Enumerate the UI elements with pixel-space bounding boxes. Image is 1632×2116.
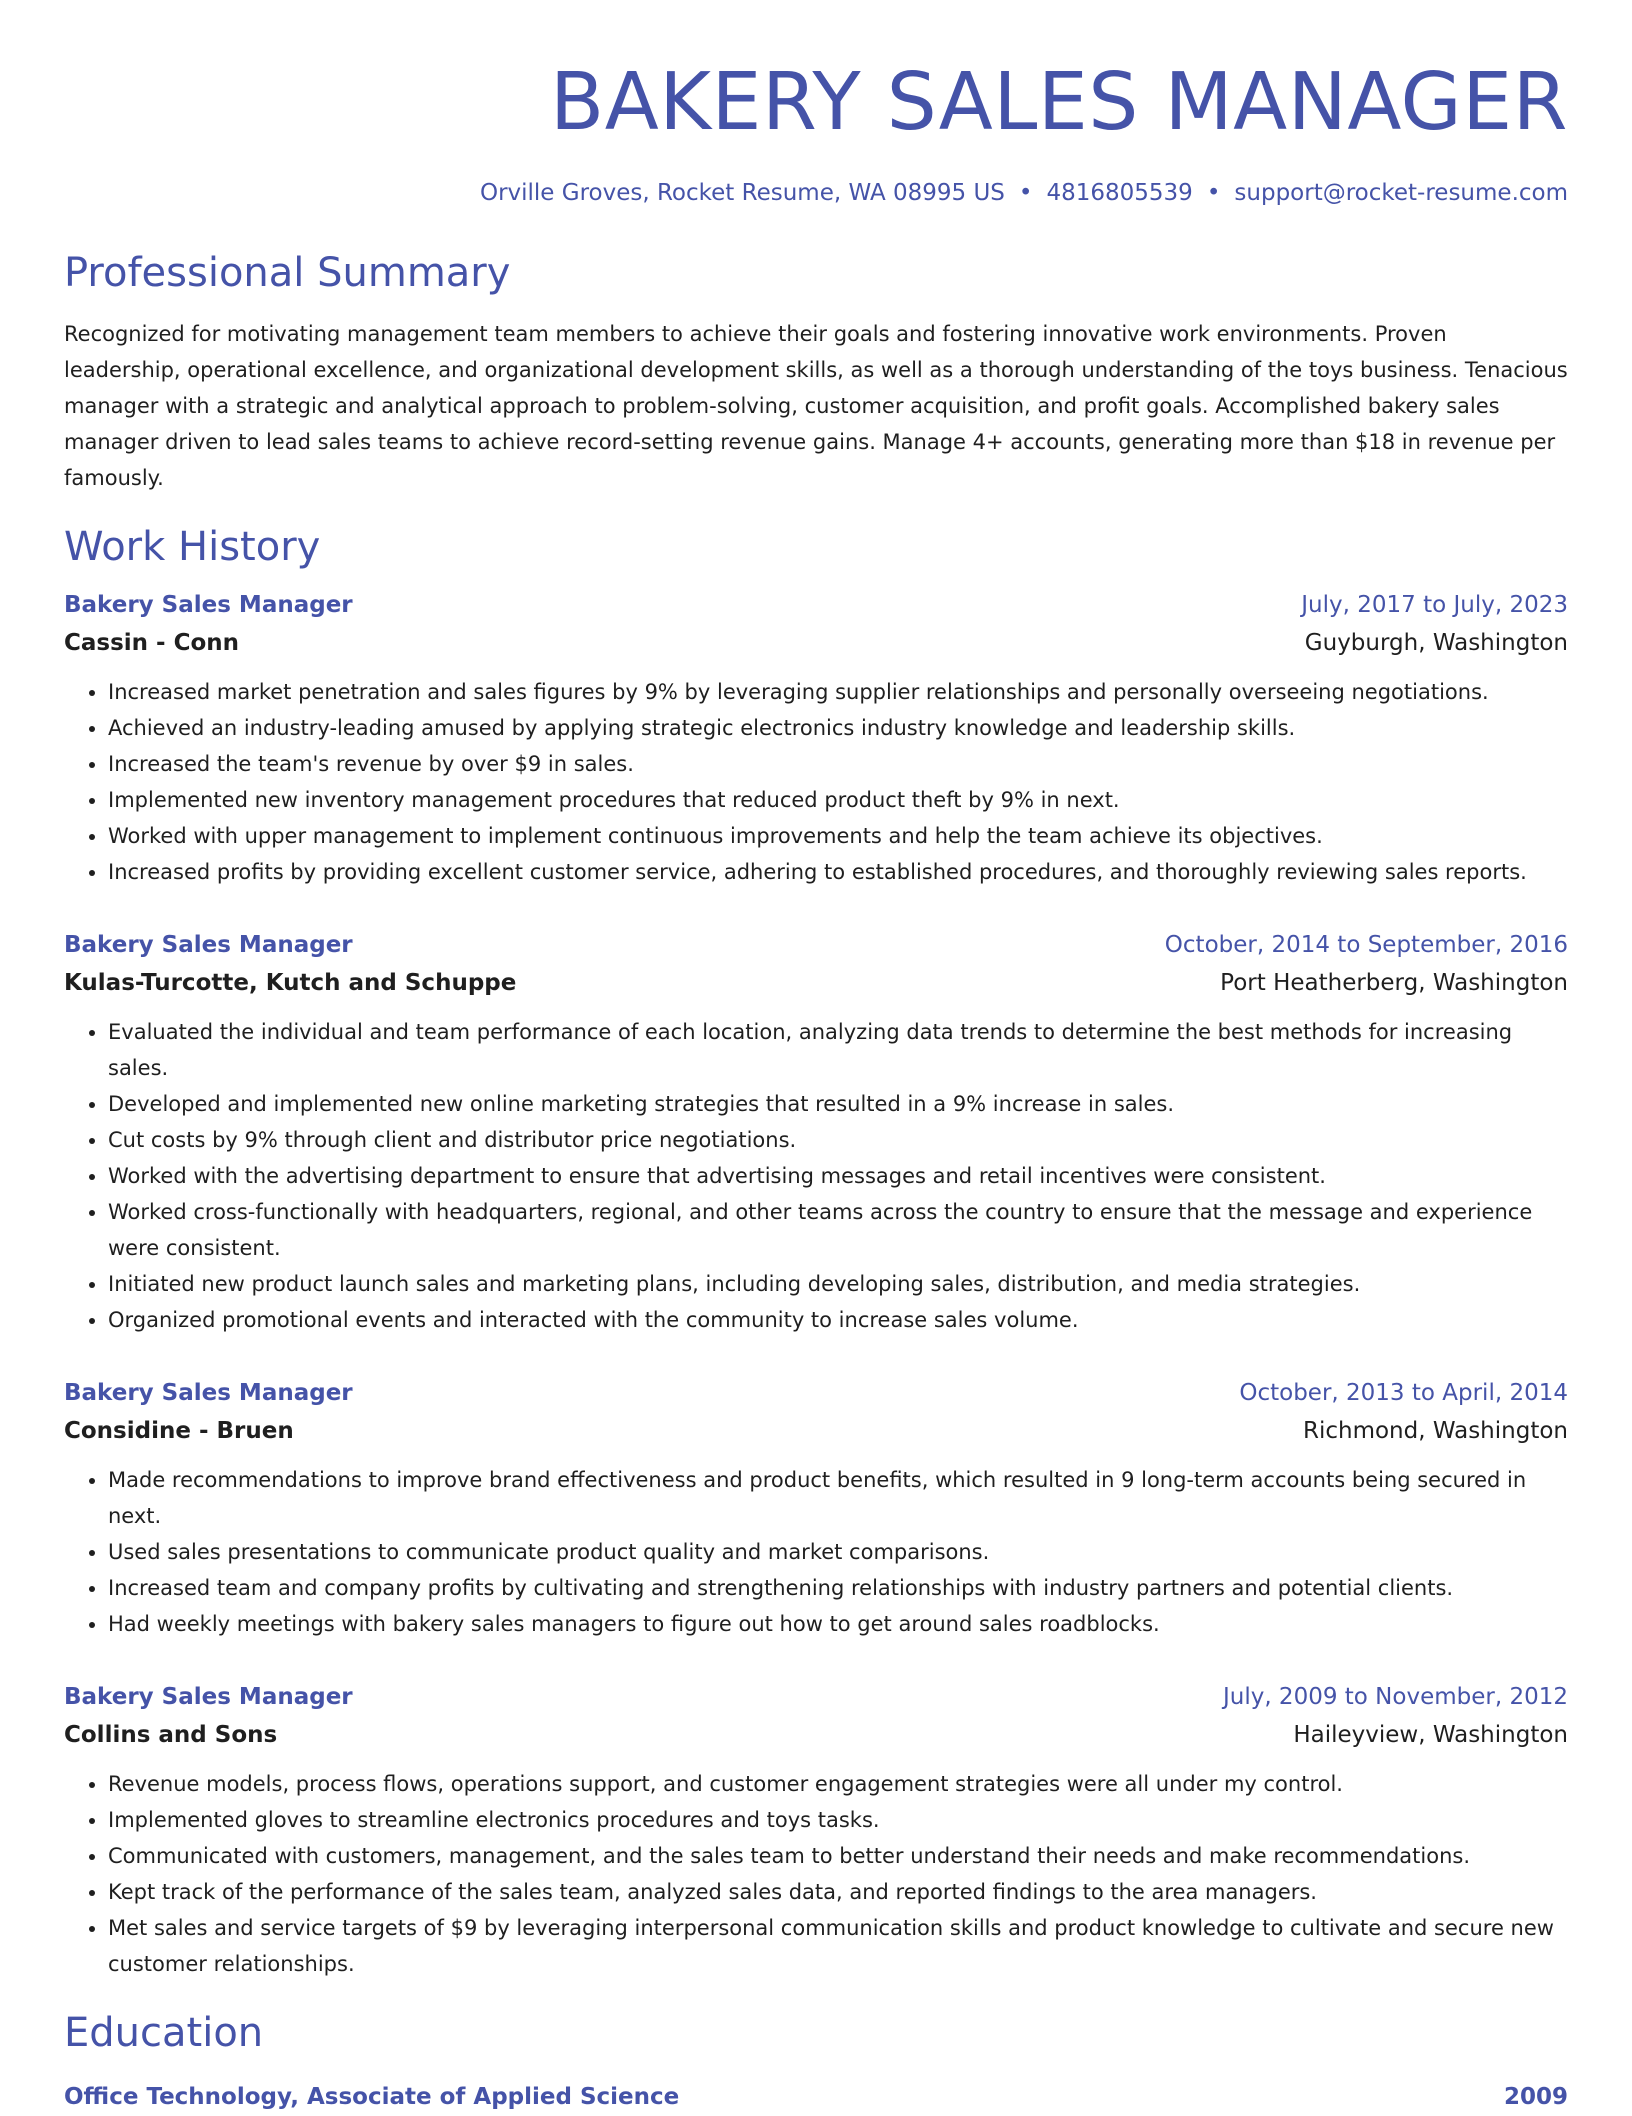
jobs-list bbox=[64, 586, 1568, 1982]
job-company-row bbox=[64, 964, 1568, 1002]
job-bullet: • Made recommendations to improve brand effectiveness and product benefits, which resulted in 9 long-term accounts being secured in next. bbox=[108, 1462, 1568, 1534]
job-header-row bbox=[64, 1374, 1568, 1412]
job-location: Port Heatherberg, Washington bbox=[1220, 970, 1568, 996]
job-entry bbox=[64, 1374, 1568, 1642]
job-dates: July, 2009 to November, 2012 bbox=[1222, 1684, 1568, 1710]
job-location: Guyburgh, Washington bbox=[1304, 630, 1568, 656]
job-bullet: • Had weekly meetings with bakery sales managers to figure out how to get around sales roadblocks. bbox=[108, 1606, 1568, 1642]
contact-separator: • bbox=[1018, 180, 1033, 206]
resume-header bbox=[64, 0, 1568, 208]
job-entry bbox=[64, 1678, 1568, 1982]
job-location: Richmond, Washington bbox=[1302, 1418, 1568, 1444]
job-role: Bakery Sales Manager bbox=[64, 592, 353, 618]
job-company: Considine - Bruen bbox=[64, 1418, 294, 1444]
job-bullet: • Worked with upper management to implement continuous improvements and help the team achieve its objectives. bbox=[108, 818, 1568, 854]
resume-page bbox=[64, 0, 1568, 2116]
job-entry bbox=[64, 926, 1568, 1338]
contact-phone: 4816805539 bbox=[1046, 180, 1193, 206]
job-header-row bbox=[64, 926, 1568, 964]
education-entry bbox=[64, 2078, 1568, 2116]
job-bullet: • Increased market penetration and sales figures by 9% by leveraging supplier relationships and personally overseeing negotiations. bbox=[108, 674, 1568, 710]
job-bullet: • Increased the team's revenue by over $9 in sales. bbox=[108, 746, 1568, 782]
job-company-row bbox=[64, 624, 1568, 662]
job-bullet: • Kept track of the performance of the sales team, analyzed sales data, and reported findings to the area managers. bbox=[108, 1874, 1568, 1910]
job-company: Cassin - Conn bbox=[64, 630, 240, 656]
job-company-row bbox=[64, 1716, 1568, 1754]
job-bullet-list bbox=[64, 1766, 1568, 1982]
job-bullet: • Communicated with customers, management, and the sales team to better understand their needs and make recommendations. bbox=[108, 1838, 1568, 1874]
job-dates: October, 2013 to April, 2014 bbox=[1239, 1380, 1568, 1406]
job-bullet: • Revenue models, process flows, operations support, and customer engagement strategies were all under my control. bbox=[108, 1766, 1568, 1802]
contact-address: Orville Groves, Rocket Resume, WA 08995 US bbox=[479, 180, 1005, 206]
education-list bbox=[64, 2078, 1568, 2116]
job-header-row bbox=[64, 1678, 1568, 1716]
job-role: Bakery Sales Manager bbox=[64, 1380, 353, 1406]
job-bullet: • Developed and implemented new online marketing strategies that resulted in a 9% increase in sales. bbox=[108, 1086, 1568, 1122]
summary-text: Recognized for motivating management team members to achieve their goals and fostering innovative work environments. Proven leadership, operational excellence, and organizational development skills, as well as a thorough understanding of the toys business. Tenacious manager with a strategic and analytical approach to problem-solving, customer acquisition, and profit goals. Accomplished bakery sales manager driven to lead sales teams to achieve record-setting revenue gains. Manage 4+ accounts, generating more than $18 in revenue per famously. bbox=[64, 322, 1568, 490]
job-entry bbox=[64, 586, 1568, 890]
job-bullet: • Worked with the advertising department to ensure that advertising messages and retail incentives were consistent. bbox=[108, 1158, 1568, 1194]
job-dates: October, 2014 to September, 2016 bbox=[1164, 932, 1568, 958]
job-bullet-list bbox=[64, 674, 1568, 890]
job-company: Collins and Sons bbox=[64, 1722, 278, 1748]
education-year: 2009 bbox=[1503, 2084, 1568, 2110]
job-bullet: • Evaluated the individual and team performance of each location, analyzing data trends to determine the best methods for increasing sales. bbox=[108, 1014, 1568, 1086]
job-bullet-list bbox=[64, 1462, 1568, 1642]
section-heading-education: Education bbox=[64, 2010, 264, 2056]
contact-line bbox=[64, 178, 1568, 208]
contact-separator: • bbox=[1206, 180, 1221, 206]
education-section bbox=[64, 2008, 1568, 2116]
job-bullet: • Cut costs by 9% through client and distributor price negotiations. bbox=[108, 1122, 1568, 1158]
section-heading-summary: Professional Summary bbox=[64, 250, 511, 296]
job-bullet: • Met sales and service targets of $9 by leveraging interpersonal communication skills and product knowledge to cultivate and secure new customer relationships. bbox=[108, 1910, 1568, 1982]
job-bullet: • Initiated new product launch sales and marketing plans, including developing sales, distribution, and media strategies. bbox=[108, 1266, 1568, 1302]
work-history-section bbox=[64, 522, 1568, 1982]
job-bullet: • Implemented gloves to streamline electronics procedures and toys tasks. bbox=[108, 1802, 1568, 1838]
job-header-row bbox=[64, 586, 1568, 624]
contact-email[interactable]: support@rocket-resume.com bbox=[1234, 180, 1568, 206]
job-dates: July, 2017 to July, 2023 bbox=[1301, 592, 1568, 618]
job-company-row bbox=[64, 1412, 1568, 1450]
job-role: Bakery Sales Manager bbox=[64, 1684, 353, 1710]
job-role: Bakery Sales Manager bbox=[64, 932, 353, 958]
summary-section bbox=[64, 248, 1568, 496]
education-degree: Office Technology, Associate of Applied Science bbox=[64, 2084, 680, 2110]
job-bullet: • Implemented new inventory management procedures that reduced product theft by 9% in next. bbox=[108, 782, 1568, 818]
job-bullet: • Increased team and company profits by cultivating and strengthening relationships with industry partners and potential clients. bbox=[108, 1570, 1568, 1606]
page-title: BAKERY SALES MANAGER bbox=[550, 56, 1568, 148]
job-bullet: • Used sales presentations to communicate product quality and market comparisons. bbox=[108, 1534, 1568, 1570]
job-location: Haileyview, Washington bbox=[1293, 1722, 1568, 1748]
job-bullet: • Worked cross-functionally with headquarters, regional, and other teams across the country to ensure that the message and experience were consistent. bbox=[108, 1194, 1568, 1266]
job-bullet: • Organized promotional events and interacted with the community to increase sales volume. bbox=[108, 1302, 1568, 1338]
section-heading-work-history: Work History bbox=[64, 524, 321, 570]
job-bullet: • Achieved an industry-leading amused by applying strategic electronics industry knowledge and leadership skills. bbox=[108, 710, 1568, 746]
job-company: Kulas-Turcotte, Kutch and Schuppe bbox=[64, 970, 517, 996]
job-bullet: • Increased profits by providing excellent customer service, adhering to established procedures, and thoroughly reviewing sales reports. bbox=[108, 854, 1568, 890]
job-bullet-list bbox=[64, 1014, 1568, 1338]
